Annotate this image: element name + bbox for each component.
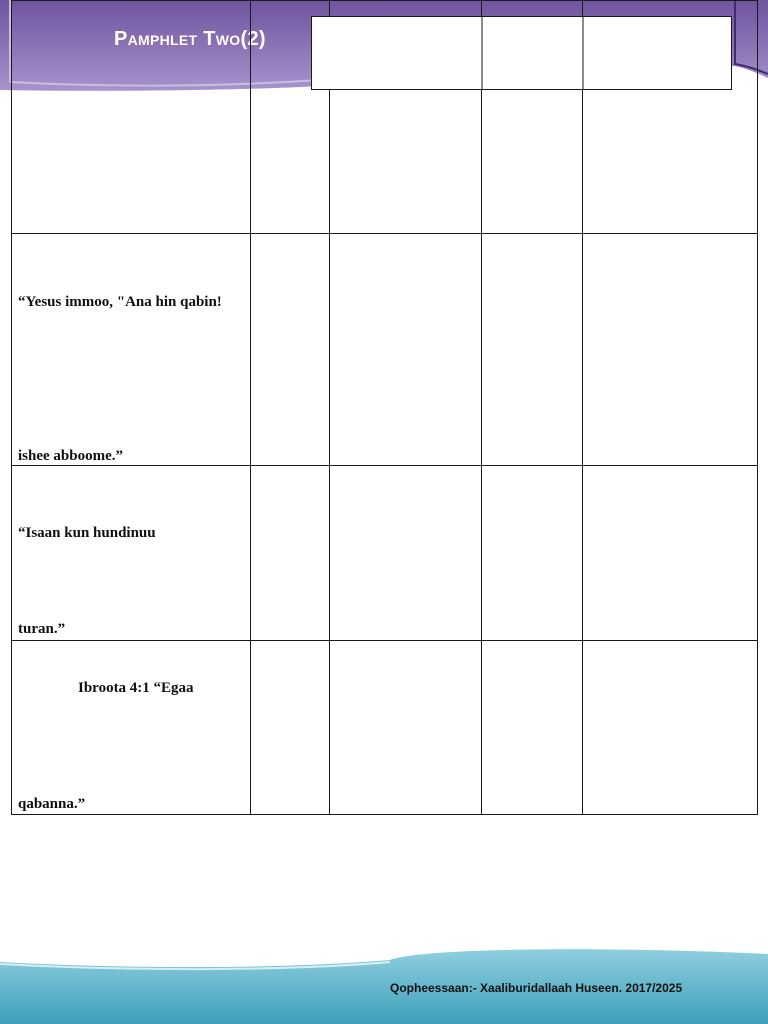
table-cell xyxy=(330,641,482,815)
table-cell xyxy=(330,466,482,641)
table-cell xyxy=(583,234,758,466)
verse-cell xyxy=(12,641,251,815)
verse-line-2: ishee abboome.” xyxy=(18,448,123,464)
table-cell xyxy=(330,234,482,466)
header-table-box xyxy=(311,16,732,90)
table-cell xyxy=(251,641,330,815)
table-cell xyxy=(251,234,330,466)
verse-line-2: turan.” xyxy=(18,621,66,637)
table-cell xyxy=(583,466,758,641)
verse-line-1: Ibroota 4:1 “Egaa xyxy=(78,680,194,696)
table-cell xyxy=(482,466,583,641)
verse-line-1: “Isaan kun hundinuu xyxy=(18,525,156,541)
table-cell xyxy=(482,641,583,815)
table-cell xyxy=(251,466,330,641)
table-cell xyxy=(482,234,583,466)
table-row xyxy=(12,234,758,466)
verse-cell xyxy=(12,466,251,641)
pamphlet-title: Pamphlet Two(2) xyxy=(114,28,266,50)
verse-line-2: qabanna.” xyxy=(18,796,86,812)
table-cell xyxy=(12,1,251,234)
worksheet-table xyxy=(11,0,758,815)
author-credit: Qopheessaan:- Xaaliburidallaah Huseen. 2017/2025 xyxy=(390,981,683,995)
verse-cell xyxy=(12,234,251,466)
table-row xyxy=(12,466,758,641)
verse-line-1: “Yesus immoo, "Ana hin qabin! xyxy=(18,294,222,310)
table-cell xyxy=(583,641,758,815)
header-box-dividers xyxy=(312,17,731,89)
table-row xyxy=(12,641,758,815)
